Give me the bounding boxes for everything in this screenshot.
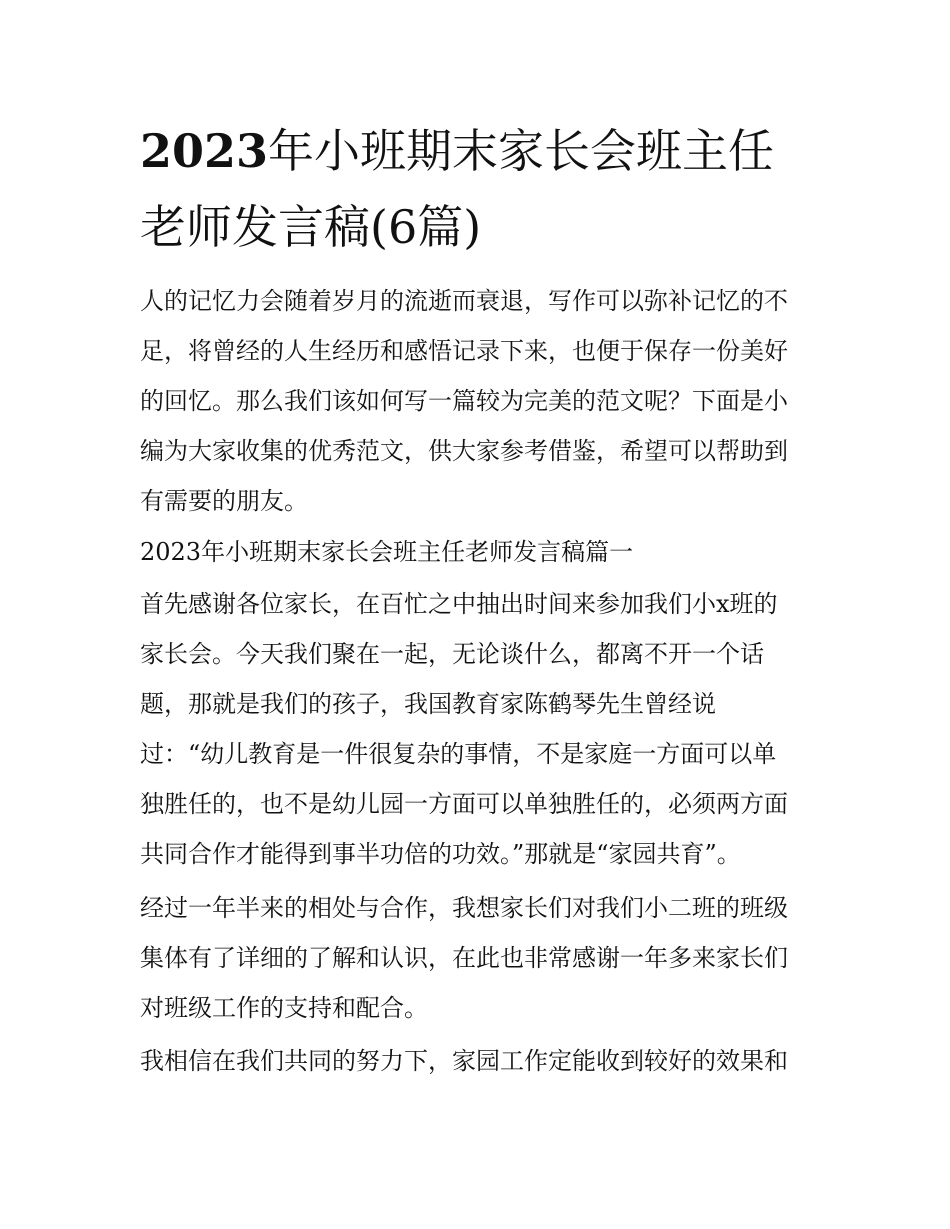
intro-line-5: 有需要的朋友。 <box>140 487 308 515</box>
title-line-2: 老师发言稿(6篇) <box>140 200 482 254</box>
body-line-1: 首先感谢各位家长，在百忙之中抽出时间来参加我们小x班的 <box>140 590 778 618</box>
body-line-5: 独胜任的，也不是幼儿园一方面可以单独胜任的，必须两方面 <box>140 790 788 818</box>
intro-line-1: 人的记忆力会随着岁月的流逝而衰退，写作可以弥补记忆的不 <box>140 287 788 315</box>
body-line-4: 过：“幼儿教育是一件很复杂的事情，不是家庭一方面可以单 <box>140 740 777 768</box>
intro-line-3: 的回忆。那么我们该如何写一篇较为完美的范文呢？下面是小 <box>140 387 788 415</box>
intro-line-4: 编为大家收集的优秀范文，供大家参考借鉴，希望可以帮助到 <box>140 437 788 465</box>
body-line-7: 经过一年半来的相处与合作，我想家长们对我们小二班的班级 <box>140 894 788 922</box>
title-year: 2023 <box>140 124 269 178</box>
body-line-9: 对班级工作的支持和配合。 <box>140 994 428 1022</box>
body-line-10: 我相信在我们共同的努力下，家园工作定能收到较好的效果和 <box>140 1047 788 1075</box>
body-line-3: 题，那就是我们的孩子，我国教育家陈鹤琴先生曾经说 <box>140 690 716 718</box>
body-line-8: 集体有了详细的了解和认识，在此也非常感谢一年多来家长们 <box>140 944 788 972</box>
body-line-2: 家长会。今天我们聚在一起，无论谈什么，都离不开一个话 <box>140 640 764 668</box>
section-heading: 2023年小班期末家长会班主任老师发言稿篇一 <box>140 538 634 566</box>
title-line-1: 2023年小班期末家长会班主任 <box>140 124 775 178</box>
body-line-6: 共同合作才能得到事半功倍的功效。”那就是“家园共育”。 <box>140 840 741 868</box>
document-title <box>140 113 820 265</box>
intro-line-2: 足，将曾经的人生经历和感悟记录下来，也便于保存一份美好 <box>140 337 788 365</box>
